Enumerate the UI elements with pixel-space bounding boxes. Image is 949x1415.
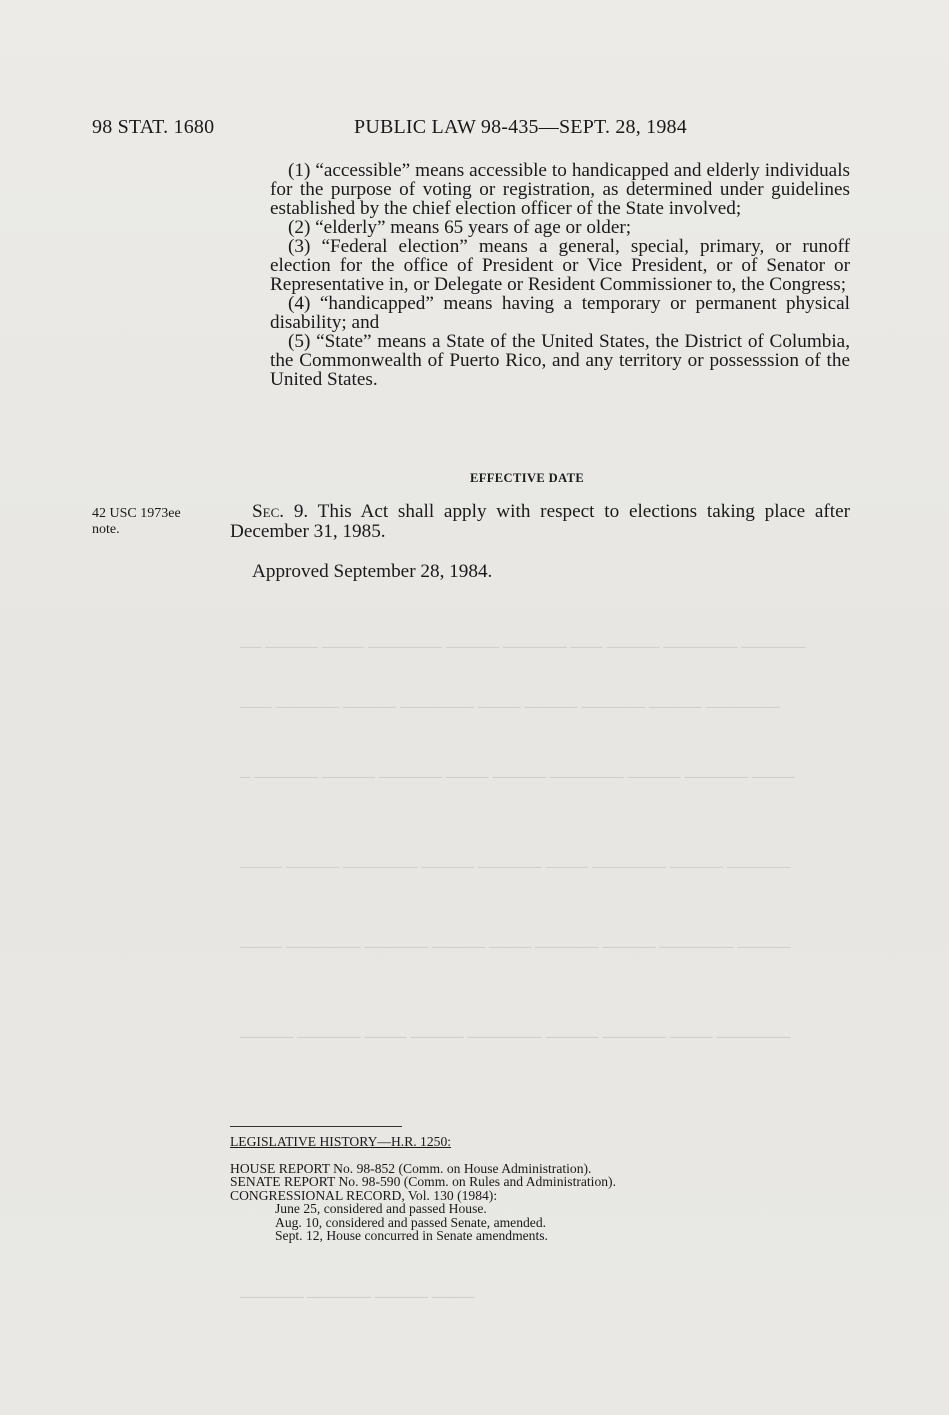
bleed-through-text: ─────── ───── ────── ───── ──── ─────── ───── ────── ─── <box>240 700 781 716</box>
approval-date: Approved September 28, 1984. <box>252 561 493 582</box>
history-event: June 25, considered and passed House. <box>275 1201 487 1216</box>
definition-item: (2) “elderly” means 65 years of age or older; <box>288 217 632 238</box>
legislative-history-title: LEGISLATIVE HISTORY—H.R. 1250: <box>230 1134 452 1149</box>
margin-citation-line: 42 USC 1973ee <box>92 506 181 521</box>
history-event: Aug. 10, considered and passed Senate, amended. <box>275 1214 547 1230</box>
house-report: HOUSE REPORT No. 98-852 (Comm. on House Administration). <box>230 1160 592 1176</box>
section-paragraph <box>230 502 850 542</box>
definition-item: (4) “handicapped” means having a temporary or permanent physical disability; and <box>270 293 850 333</box>
section-text: This Act shall apply with respect to elections taking place after December 31, 1985. <box>230 501 850 542</box>
section-9 <box>230 502 850 542</box>
divider <box>230 1126 402 1127</box>
bleed-through-text: ────── ───── ─────── ──── ────── ───── ─────── ───── ──── <box>240 860 791 876</box>
definition-item: (1) “accessible” means accessible to handicapped and elderly individuals for the purpose of voting or registration, as determined under guidelines established by the chief election officer of the State involved; <box>270 160 850 219</box>
page-title: PUBLIC LAW 98-435—SEPT. 28, 1984 <box>354 116 687 138</box>
section-label: Sec. 9. <box>252 501 309 522</box>
history-event: Sept. 12, House concurred in Senate amendments. <box>275 1228 548 1243</box>
definitions-list <box>270 161 850 389</box>
congressional-record: CONGRESSIONAL RECORD, Vol. 130 (1984): <box>230 1187 498 1203</box>
bleed-through-text: ───── ─────── ───── ────── ──── ───── ────── ─────── ──── <box>240 940 791 956</box>
legislative-history <box>230 1135 616 1243</box>
margin-citation <box>92 506 222 538</box>
bleed-through-text: ─────── ──── ────── ───── ─────── ───── ──── ────── ───── <box>240 1030 791 1046</box>
definition-item: (5) “State” means a State of the United States, the District of Columbia, the Commonwealth of Puerto Rico, and any territory or possesssion of the United States. <box>270 331 850 390</box>
definition-item: (3) “Federal election” means a general, special, primary, or runoff election for the office of President or Vice President, or of Senator or Representative in, or Delegate or Resident Commissioner to, the Congress; <box>270 236 850 295</box>
section-heading: EFFECTIVE DATE <box>470 471 585 485</box>
bleed-through-text: ──── ───── ────── ────── <box>240 1290 475 1306</box>
bleed-through-text: ──── ────── ───── ─────── ───── ──── ────── ───── ────── ─ <box>240 770 795 786</box>
margin-citation-line: note. <box>92 522 120 537</box>
bleed-through-text: ────── ─────── ───── ─── ────── ───── ─────── ──── ───── ── <box>240 640 806 656</box>
stat-citation: 98 STAT. 1680 <box>92 116 215 138</box>
senate-report: SENATE REPORT No. 98-590 (Comm. on Rules and Administration). <box>230 1174 616 1189</box>
